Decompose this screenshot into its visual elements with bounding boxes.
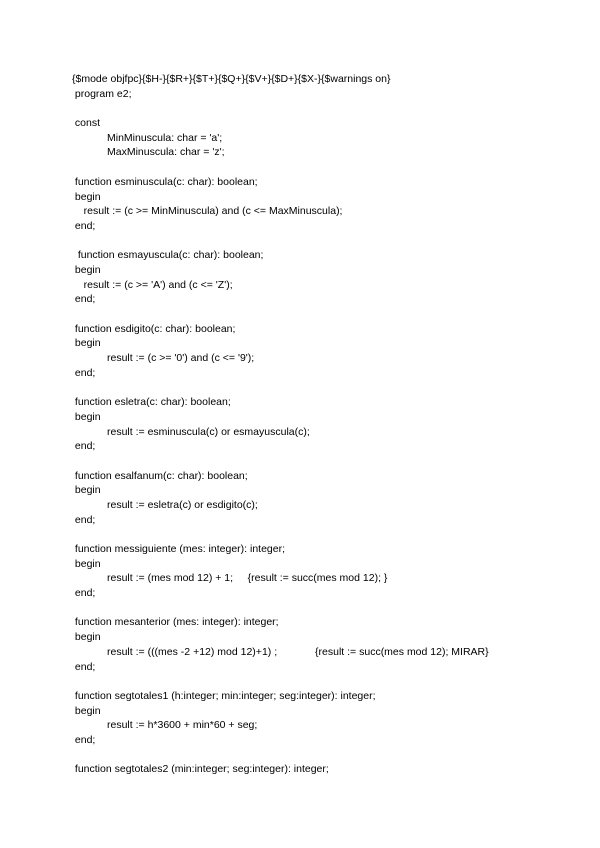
code-line: function esdigito(c: char): boolean;: [72, 322, 236, 335]
code-line: [72, 454, 572, 469]
code-line: begin: [72, 190, 101, 203]
code-line: function segtotales2 (min:integer; seg:integer): integer;: [72, 763, 329, 776]
code-line: result := (c >= 'A') and (c <= 'Z');: [72, 278, 233, 291]
code-line: result := esletra(c) or esdigito(c);: [72, 498, 258, 511]
code-line: [72, 380, 572, 395]
code-line: end;: [72, 293, 96, 306]
code-line: [72, 307, 572, 322]
code-line: MinMinuscula: char = 'a';: [72, 131, 223, 144]
code-line: MaxMinuscula: char = 'z';: [72, 146, 225, 159]
code-line: result := esminuscula(c) or esmayuscula(c);: [72, 425, 310, 438]
code-line: end;: [72, 219, 96, 232]
code-line: begin: [72, 337, 101, 350]
code-line: function mesanterior (mes: integer): integer;: [72, 616, 279, 629]
code-line: function esletra(c: char): boolean;: [72, 396, 231, 409]
code-line: end;: [72, 366, 96, 379]
code-line: [72, 601, 572, 616]
code-line: [72, 527, 572, 542]
code-line: end;: [72, 660, 96, 673]
code-line: begin: [72, 704, 101, 717]
code-line: end;: [72, 440, 96, 453]
code-line: function segtotales1 (h:integer; min:integer; seg:integer): integer;: [72, 689, 376, 702]
code-line: [72, 674, 572, 689]
code-line: result := (((mes -2 +12) mod 12)+1) ; {result := succ(mes mod 12); MIRAR}: [72, 645, 489, 658]
code-line: program e2;: [72, 87, 132, 100]
code-line: begin: [72, 631, 101, 644]
code-line: result := (c >= '0') and (c <= '9');: [72, 352, 255, 365]
code-line: [72, 101, 572, 116]
code-line: result := (c >= MinMinuscula) and (c <= MaxMinuscula);: [72, 205, 343, 218]
code-line: function messiguiente (mes: integer): integer;: [72, 543, 286, 555]
code-line: result := (mes mod 12) + 1; {result := succ(mes mod 12); }: [72, 572, 388, 585]
code-line: end;: [72, 587, 96, 600]
code-line: begin: [72, 557, 101, 570]
code-line: begin: [72, 484, 101, 497]
code-line: [72, 234, 572, 249]
code-line: end;: [72, 513, 96, 526]
code-line: [72, 160, 572, 175]
code-line: begin: [72, 410, 101, 423]
code-line: function esminuscula(c: char): boolean;: [72, 175, 258, 188]
code-listing: [72, 72, 572, 777]
code-line: [72, 748, 572, 763]
code-line: {$mode objfpc}{$H-}{$R+}{$T+}{$Q+}{$V+}{$D+}{$X-}{$warnings on}: [72, 73, 391, 85]
code-line: function esmayuscula(c: char): boolean;: [72, 249, 264, 262]
code-line: result := h*3600 + min*60 + seg;: [72, 719, 258, 732]
code-line: begin: [72, 263, 101, 276]
code-line: const: [72, 117, 101, 130]
code-line: function esalfanum(c: char): boolean;: [72, 469, 248, 482]
code-line: end;: [72, 733, 96, 746]
